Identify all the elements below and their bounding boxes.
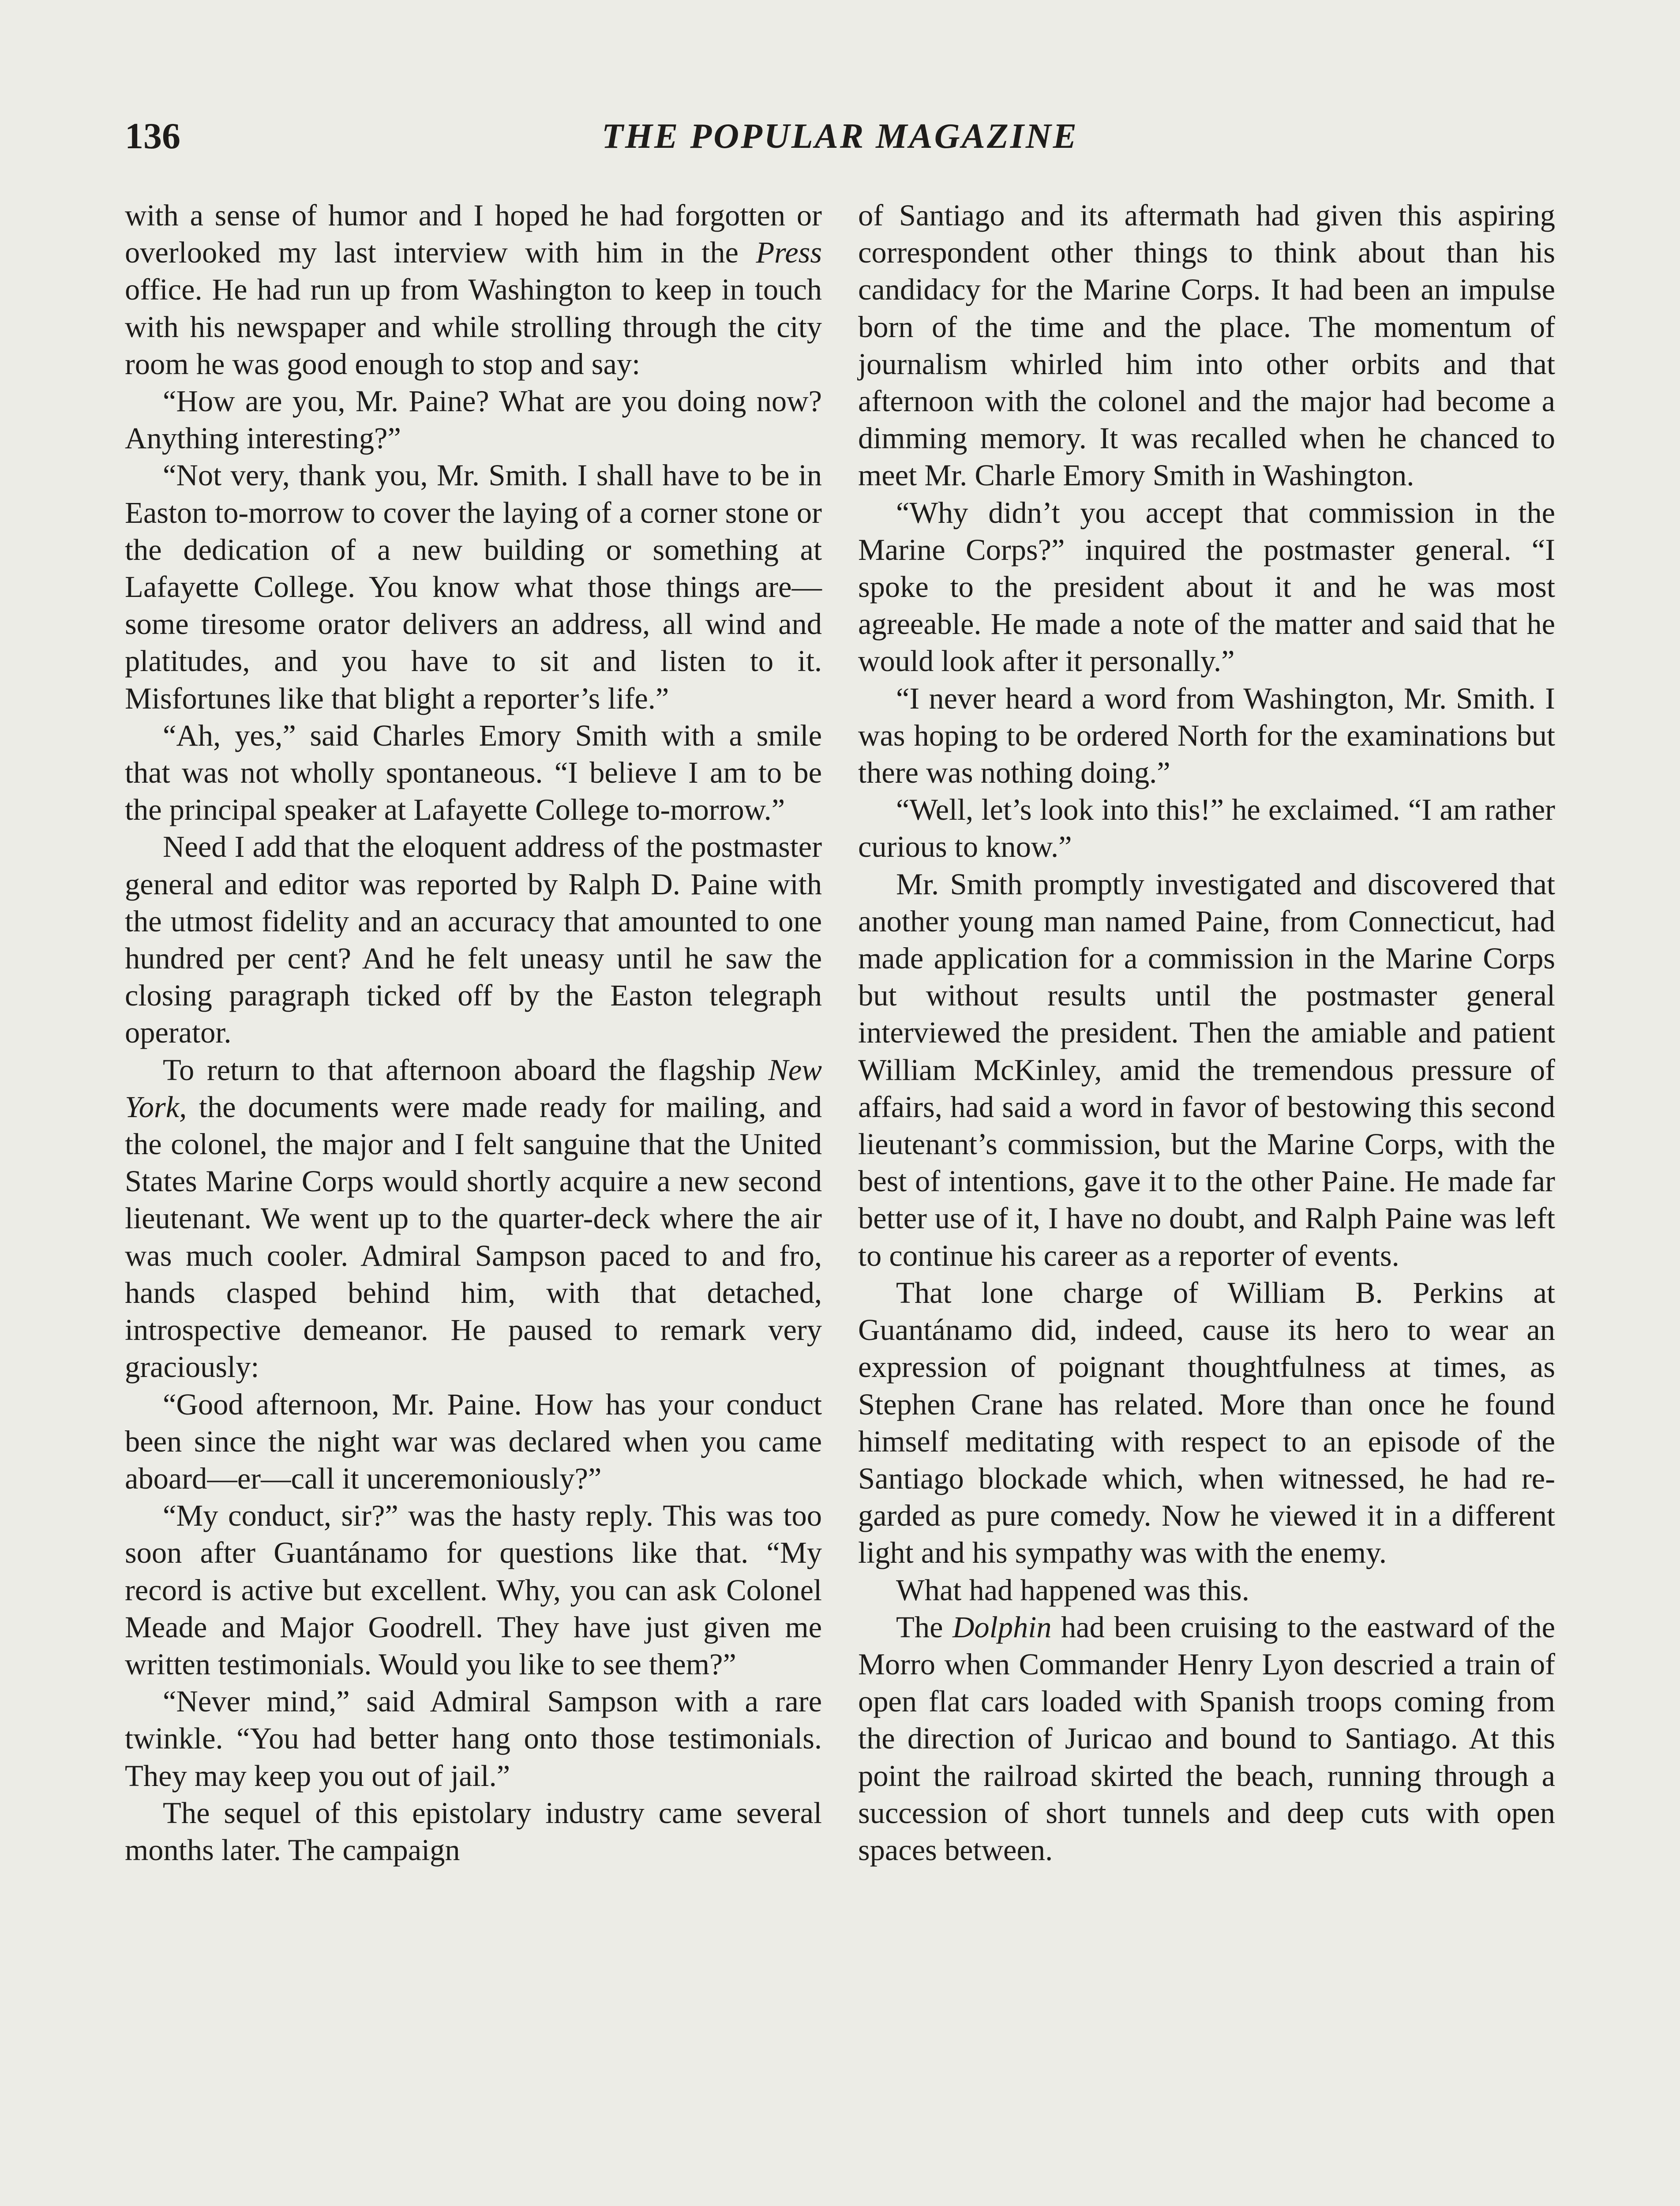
text-run: “Never mind,” said Admiral Sampson with a rare twinkle. “You had better hang onto those testimonials. They may keep you out of jail.” <box>125 1685 822 1793</box>
right-column <box>858 197 1555 1868</box>
paragraph <box>858 1274 1555 1572</box>
text-run: “I never heard a word from Washington, Mr. Smith. I was hoping to be ordered North for the examinations but there was nothing doing.” <box>858 681 1555 790</box>
paragraph <box>125 197 822 383</box>
paragraph <box>858 791 1555 865</box>
left-column <box>125 197 822 1868</box>
text-run: To return to that afternoon aboard the flagship <box>163 1053 769 1087</box>
paragraph <box>858 494 1555 680</box>
text-run: “Not very, thank you, Mr. Smith. I shall have to be in Easton to-morrow to cover the laying of a corner stone or the dedication of a new building or something at Lafayette College. You know what those things are—some tiresome orator delivers an address, all wind and platitudes, and you have to sit and listen to it. Misfortunes like that blight a reporter’s life.” <box>125 458 822 715</box>
paragraph <box>125 383 822 457</box>
paragraph <box>125 1497 822 1683</box>
paragraph <box>858 680 1555 792</box>
text-run: The sequel of this epistolary industry came several months later. The campaign <box>125 1796 822 1867</box>
text-run: Mr. Smith promptly investigated and discovered that another young man named Paine, from Connecticut, had made application for a commission in the Marine Corps but without results until the postmaster general interviewed the president. Then the amiable and patient William McKinley, amid the tremendous pressure of affairs, had said a word in favor of bestowing this second lieutenant’s commission, but the Marine Corps, with the best of intentions, gave it to the other Paine. He made far better use of it, I have no doubt, and Ralph Paine was left to continue his career as a reporter of events. <box>858 867 1555 1272</box>
text-run: had been cruising to the eastward of the Morro when Commander Henry Lyon descried a train of open flat cars loaded with Spanish troops coming from the direction of Juricao and bound to Santiago. At this point the railroad skirted the beach, running through a succession of short tunnels and deep cuts with open spaces between. <box>858 1610 1555 1867</box>
page-header <box>125 112 1555 169</box>
text-run: “How are you, Mr. Paine? What are you doing now? Anything interesting?” <box>125 384 822 455</box>
paragraph <box>125 1683 822 1794</box>
page-number: 136 <box>125 116 180 157</box>
paragraph <box>858 1572 1555 1609</box>
paragraph <box>125 457 822 717</box>
text-run: of Santiago and its aftermath had given this aspiring correspondent other things to think about than his candidacy for the Marine Corps. It had been an impulse born of the time and the place. The momentum of journalism whirled him into other orbits and that afternoon with the colonel and the major had become a dimming memory. It was recalled when he chanced to meet Mr. Charle Emory Smith in Washington. <box>858 199 1555 492</box>
paragraph <box>858 197 1555 494</box>
text-run: The <box>896 1610 952 1644</box>
text-run: the documents were made ready for mailing, and the colonel, the major and I felt sanguine that the United States Marine Corps would shortly acquire a new second lieutenant. We went up to the quarter-deck where the air was much cooler. Admiral Sampson paced to and fro, hands clasped behind him, with that detached, introspective demeanor. He paused to remark very graciously: <box>125 1090 822 1384</box>
italic-text: New York, <box>125 1053 822 1124</box>
text-run: “Ah, yes,” said Charles Emory Smith with a smile that was not wholly spontaneous. “I believe I am to be the principal speaker at Lafayette College to-morrow.” <box>125 718 822 827</box>
text-run: “My conduct, sir?” was the hasty reply. This was too soon after Guantánamo for questions like that. “My record is active but excellent. Why, you can ask Colonel Meade and Major Goodrell. They have just given me written testimonials. Would you like to see them?” <box>125 1499 822 1681</box>
paragraph <box>125 1051 822 1386</box>
text-run: office. He had run up from Washington to keep in touch with his newspaper and while strolling through the city room he was good enough to stop and say: <box>125 273 822 381</box>
text-run: “Good afternoon, Mr. Paine. How has your conduct been since the night war was declared when you came aboard—er—call it unceremoniously?” <box>125 1387 822 1495</box>
text-run: “Why didn’t you accept that commission in the Marine Corps?” inquired the postmaster general. “I spoke to the president about it and he was most agreeable. He made a note of the matter and said that he would look after it personally.” <box>858 495 1555 678</box>
paragraph <box>125 1794 822 1868</box>
text-run: “Well, let’s look into this!” he exclaimed. “I am rather curious to know.” <box>858 793 1555 864</box>
italic-text: Dolphin <box>952 1610 1052 1644</box>
text-run: What had happened was this. <box>896 1573 1249 1607</box>
text-run: with a sense of humor and I hoped he had forgotten or overlooked my last interview with him in the <box>125 199 822 270</box>
paragraph <box>125 828 822 1051</box>
running-title: THE POPULAR MAGAZINE <box>601 117 1079 156</box>
paragraph <box>125 717 822 829</box>
paragraph <box>125 1386 822 1497</box>
paragraph <box>858 866 1555 1274</box>
text-run: That lone charge of William B. Perkins at Guantánamo did, indeed, cause its hero to wear an expression of poignant thoughtfulness at times, as Stephen Crane has related. More than once he found himself meditating with respect to an episode of the Santiago blockade which, when witnessed, he had regarded as pure comedy. Now he viewed it in a different light and his sympathy was with the enemy. <box>858 1276 1555 1570</box>
italic-text: Press <box>756 236 822 270</box>
paragraph <box>858 1609 1555 1868</box>
text-run: Need I add that the eloquent address of the postmaster general and editor was reported by Ralph D. Paine with the utmost fidelity and an accuracy that amounted to one hundred per cent? And he felt uneasy until he saw the closing paragraph ticked off by the Easton telegraph operator. <box>125 830 822 1050</box>
